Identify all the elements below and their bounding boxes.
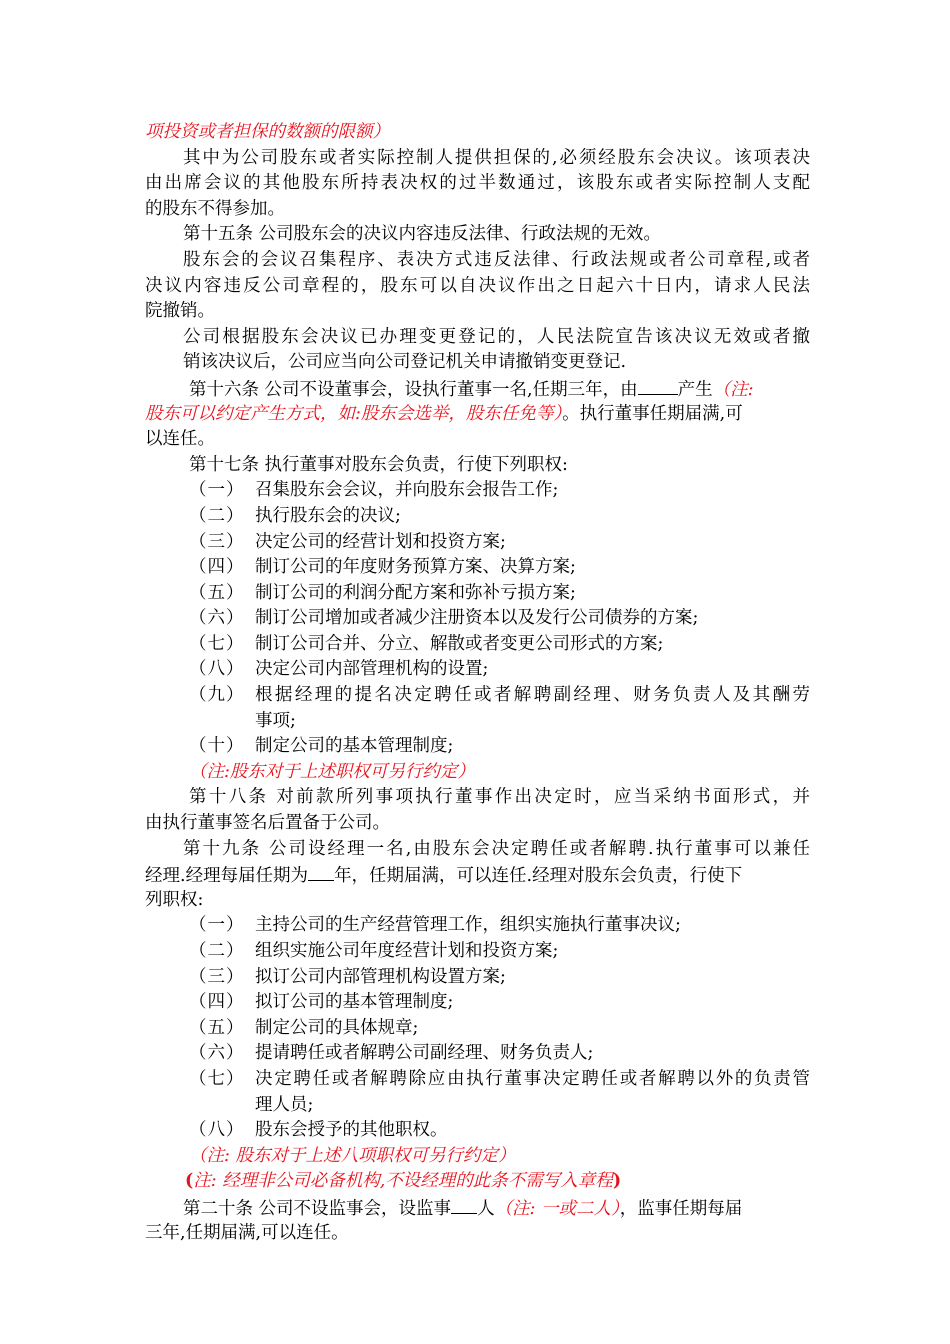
list-item-text: 股东会授予的其他职权。	[255, 1120, 448, 1141]
list-item	[145, 504, 810, 530]
paragraph-line: 其中为公司股东或者实际控制人提供担保的,必须经股东会决议。该项表决	[183, 147, 810, 168]
article-15: 第十五条 公司股东会的决议内容违反法律、行政法规的无效。	[183, 224, 662, 245]
article-20-text: 人	[477, 1198, 495, 1219]
list-item	[145, 657, 810, 683]
list-item	[145, 913, 810, 939]
list-item-number: （七）	[189, 1068, 245, 1089]
note-inline: （注:	[712, 379, 754, 400]
list-item	[145, 581, 810, 607]
paren: (	[185, 1171, 194, 1192]
article-19-text: 年，任期届满，可以连任.经理对股东会负责，行使下	[334, 866, 743, 887]
list-item-text: 制定公司的具体规章;	[255, 1017, 419, 1038]
list-item-number: （二）	[189, 505, 245, 526]
list-item-text: 制订公司合并、分立、解散或者变更公司形式的方案;	[255, 633, 664, 654]
list-item-number: （六）	[189, 1043, 245, 1064]
article-17: 第十七条 执行董事对股东会负责，行使下列职权:	[189, 454, 568, 475]
paragraph-line: 由出席会议的其他股东所持表决权的过半数通过，该股东或者实际控制人支配	[145, 173, 810, 194]
list-item-text	[255, 1067, 810, 1118]
paragraph-line: 院撤销。	[145, 301, 215, 322]
note-inline: （注: 一或二人）	[494, 1198, 620, 1219]
list-item-text-line: 事项;	[255, 710, 296, 731]
list-item-number: （三）	[189, 966, 245, 987]
list-item-text-line: 理人员;	[255, 1094, 314, 1115]
list-item-number: （五）	[189, 582, 245, 603]
note-line-bold	[145, 1169, 810, 1195]
list-item-number: （八）	[189, 659, 245, 680]
list-item-number: （六）	[189, 608, 245, 629]
list-item	[145, 1067, 810, 1118]
article-16-text: 。执行董事任期届满,可	[562, 403, 743, 424]
article-20	[145, 1195, 810, 1221]
list-item	[145, 1041, 810, 1067]
list-item-text: 制订公司增加或者减少注册资本以及发行公司债券的方案;	[255, 608, 699, 629]
article-19-text: 经理.经理每届任期为	[145, 866, 309, 887]
list-item	[145, 939, 810, 965]
paragraph-line: 公司根据股东会决议已办理变更登记的，人民法院宣告该决议无效或者撤	[183, 326, 810, 347]
document-page	[145, 120, 810, 1246]
note-line: （注: 股东对于上述八项职权可另行约定）	[189, 1145, 516, 1166]
list-item-text: 决定公司内部管理机构的设置;	[255, 659, 489, 680]
article-16-text: 第十六条 公司不设董事会，设执行董事一名,任期三年，由	[189, 379, 638, 400]
list-item-text: 主持公司的生产经营管理工作，组织实施执行董事决议;	[255, 915, 681, 936]
list-item-text-line: 决定聘任或者解聘除应由执行董事决定聘任或者解聘以外的负责管	[255, 1068, 810, 1089]
paragraph-line: 以连任。	[145, 429, 215, 450]
article-20-text: ，监事任期每届	[619, 1198, 743, 1219]
article-17-list	[145, 478, 810, 760]
paragraph-line: 三年,任期届满,可以连任。	[145, 1222, 349, 1243]
paragraph-line: 决议内容违反公司章程的，股东可以自决议作出之日起六十日内，请求人民法	[145, 275, 810, 296]
fill-in-blank[interactable]	[451, 1195, 477, 1214]
list-item-number: （八）	[189, 1120, 245, 1141]
paragraph-line: 的股东不得参加。	[145, 198, 285, 219]
list-item	[145, 606, 810, 632]
fill-in-blank[interactable]	[638, 376, 678, 395]
list-item	[145, 478, 810, 504]
paren: )	[612, 1171, 622, 1192]
list-item-number: （一）	[189, 480, 245, 501]
list-item	[145, 965, 810, 991]
article-19-list	[145, 913, 810, 1143]
list-item	[145, 632, 810, 658]
note-line: （注:股东对于上述职权可另行约定）	[189, 761, 475, 782]
list-item-number: （十）	[189, 736, 245, 757]
list-item-number: （九）	[189, 685, 245, 706]
list-item-text	[255, 683, 810, 734]
list-item-text: 提请聘任或者解聘公司副经理、财务负责人;	[255, 1043, 594, 1064]
list-item	[145, 734, 810, 760]
note-inline: 股东可以约定产生方式，如:股东会选举，股东任免等）	[145, 403, 563, 424]
list-item	[145, 990, 810, 1016]
list-item-number: （七）	[189, 633, 245, 654]
list-item-number: （四）	[189, 557, 245, 578]
list-item-text: 决定公司的经营计划和投资方案;	[255, 531, 506, 552]
article-18: 第十八条 对前款所列事项执行董事作出决定时，应当采纳书面形式，并	[189, 787, 810, 808]
paragraph-line: 销该决议后，公司应当向公司登记机关申请撤销变更登记.	[183, 352, 627, 373]
fill-in-blank[interactable]	[308, 862, 334, 881]
list-item-text: 召集股东会会议，并向股东会报告工作;	[255, 480, 559, 501]
note-line: 项投资或者担保的数额的限额）	[145, 122, 390, 142]
list-item-number: （二）	[189, 941, 245, 961]
list-item-text: 制订公司的利润分配方案和弥补亏损方案;	[255, 582, 576, 603]
list-item-text: 拟订公司内部管理机构设置方案;	[255, 966, 506, 987]
list-item-text: 执行股东会的决议;	[255, 505, 401, 526]
list-item	[145, 1118, 810, 1144]
paragraph-line	[145, 402, 810, 428]
note-text: 注: 经理非公司必备机构,不设经理的此条不需写入章程	[193, 1171, 613, 1192]
paragraph-line	[145, 862, 810, 888]
article-19: 第十九条 公司设经理一名,由股东会决定聘任或者解聘.执行董事可以兼任	[183, 838, 810, 859]
list-item-number: （五）	[189, 1017, 245, 1038]
list-item	[145, 555, 810, 581]
article-16-text: 产生	[677, 379, 713, 400]
list-item-number: （三）	[189, 531, 245, 552]
list-item	[145, 530, 810, 556]
article-16	[145, 376, 810, 402]
list-item-number: （一）	[189, 915, 245, 936]
list-item-number: （四）	[189, 992, 245, 1013]
list-item-text: 制订公司的年度财务预算方案、决算方案;	[255, 557, 576, 578]
list-item-text: 拟订公司的基本管理制度;	[255, 992, 454, 1013]
article-20-text: 第二十条 公司不设监事会，设监事	[183, 1198, 452, 1219]
paragraph-line: 列职权:	[145, 889, 204, 910]
list-item-text: 组织实施公司年度经营计划和投资方案;	[255, 941, 559, 961]
list-item	[145, 683, 810, 734]
list-item-text-line: 根据经理的提名决定聘任或者解聘副经理、财务负责人及其酬劳	[255, 685, 810, 706]
list-item-text: 制定公司的基本管理制度;	[255, 736, 454, 757]
list-item	[145, 1016, 810, 1042]
paragraph-line: 由执行董事签名后置备于公司。	[145, 813, 390, 834]
paragraph-line: 股东会的会议召集程序、表决方式违反法律、行政法规或者公司章程,或者	[183, 249, 810, 270]
